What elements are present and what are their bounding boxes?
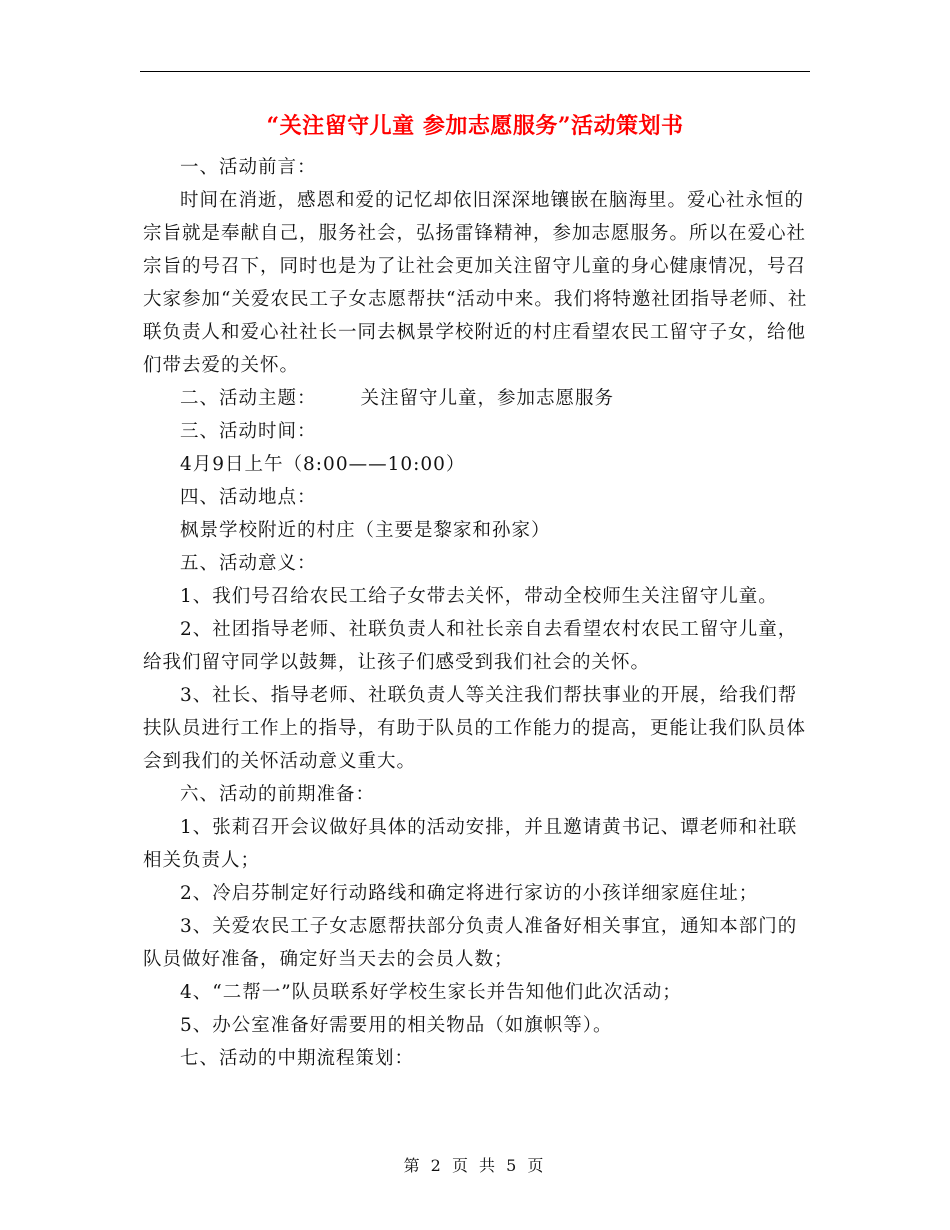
meaning-heading: 五、活动意义：: [180, 553, 317, 574]
prep-item: 2、冷启芬制定好行动路线和确定将进行家访的小孩详细家庭住址；: [180, 883, 759, 904]
prep-item: 1、张莉召开会议做好具体的活动安排，并且邀请黄书记、谭老师和社联相关负责人；: [143, 817, 798, 871]
preface-heading: 一、活动前言：: [180, 157, 317, 178]
prep-item: 3、关爱农民工子女志愿帮扶部分负责人准备好相关事宜，通知本部门的队员做好准备，确定好当天去的会员人数；: [143, 916, 798, 970]
meaning-item: 3、社长、指导老师、社联负责人等关注我们帮扶事业的开展，给我们帮扶队员进行工作上的指导，有助于队员的工作能力的提高，更能让我们队员体会到我们的关怀活动意义重大。: [143, 685, 807, 772]
document-title: “关注留守儿童 参加志愿服务”活动策划书: [266, 113, 684, 139]
page-number: 第 2 页 共 5 页: [403, 1156, 547, 1175]
document-body: [143, 151, 811, 1075]
prep-item: 5、办公室准备好需要用的相关物品（如旗帜等）。: [180, 1015, 613, 1036]
theme-line: [143, 382, 811, 415]
place-heading: 四、活动地点：: [180, 487, 317, 508]
prep-heading: 六、活动的前期准备：: [180, 784, 376, 805]
preface-paragraph: 时间在消逝，感恩和爱的记忆却依旧深深地镶嵌在脑海里。爱心社永恒的宗旨就是奉献自己，服务社会，弘扬雷锋精神，参加志愿服务。所以在爱心社宗旨的号召下，同时也是为了让社会更加关注留守儿童的身心健康情况，号召大家参加“关爱农民工子女志愿帮扶“活动中来。我们将特邀社团指导老师、社联负责人和爱心社社长一同去枫景学校附近的村庄看望农民工留守子女，给他们带去爱的关怀。: [143, 190, 808, 376]
meaning-item: 2、社团指导老师、社联负责人和社长亲自去看望农村农民工留守儿童，给我们留守同学以鼓舞，让孩子们感受到我们社会的关怀。: [143, 619, 798, 673]
time-heading: 三、活动时间：: [180, 421, 317, 442]
theme-heading: 二、活动主题：: [180, 388, 317, 409]
time-text: 4月9日上午（8:00——10:00）: [180, 454, 466, 475]
prep-item: 4、“二帮一”队员联系好学校生家长并告知他们此次活动；: [180, 982, 682, 1003]
process-heading: 七、活动的中期流程策划：: [180, 1048, 415, 1069]
meaning-item: 1、我们号召给农民工给子女带去关怀，带动全校师生关注留守儿童。: [180, 586, 778, 607]
place-text: 枫景学校附近的村庄（主要是黎家和孙家）: [180, 520, 551, 541]
header-rule: [140, 71, 810, 72]
theme-text: 关注留守儿童，参加志愿服务: [360, 388, 615, 409]
